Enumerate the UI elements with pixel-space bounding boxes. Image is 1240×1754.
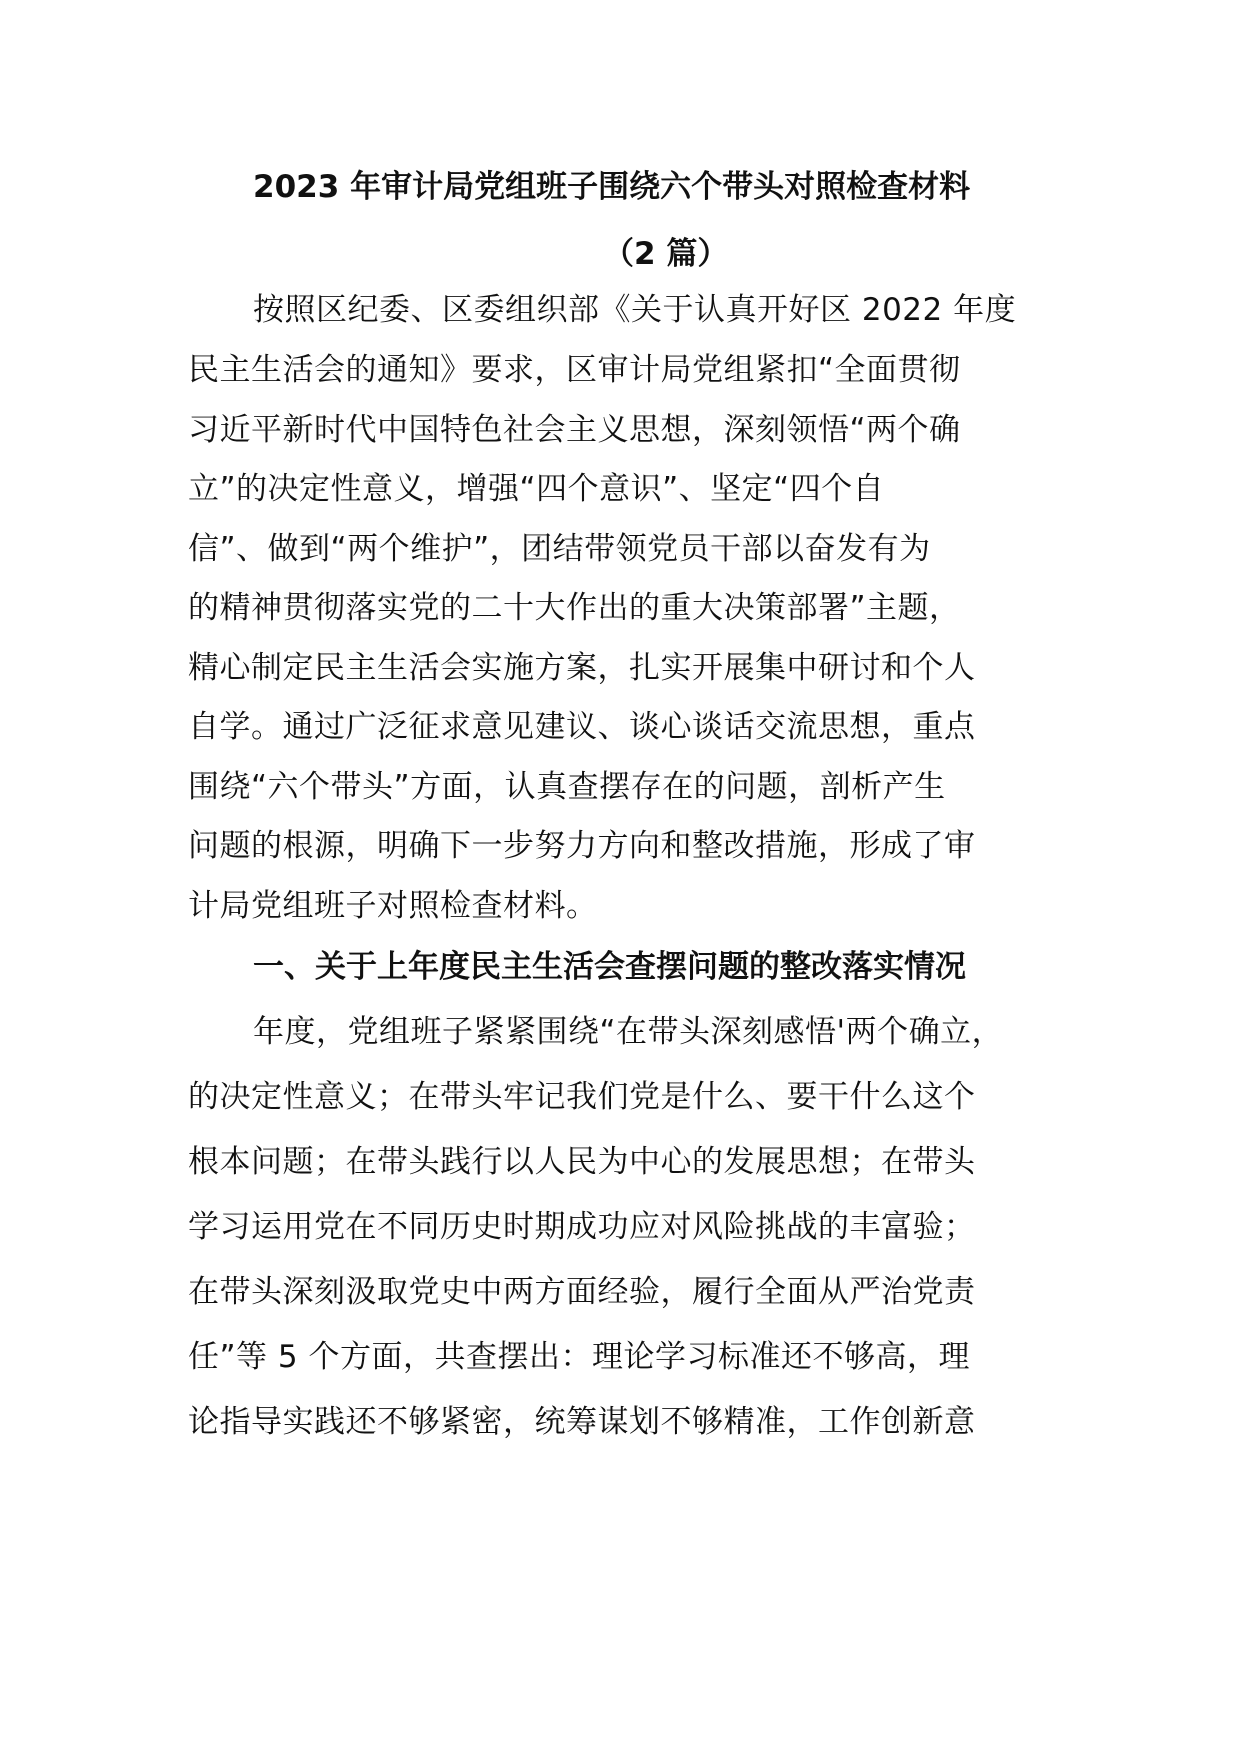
paragraph-1-line: 信”、做到“两个维护”，团结带领党员干部以奋发有为 (188, 531, 931, 567)
paragraph-1-line: 计局党组班子对照检查材料。 (188, 888, 598, 924)
paragraph-1-line: 立”的决定性意义，增强“四个意识”、坚定“四个自 (188, 471, 885, 507)
paragraph-1-line: 按照区纪委、区委组织部《关于认真开好区 2022 年度 (253, 292, 1017, 328)
document-title: 2023 年审计局党组班子围绕六个带头对照检查材料 (253, 169, 971, 205)
section-heading: 一、关于上年度民主生活会查摆问题的整改落实情况 (253, 949, 966, 985)
paragraph-2-line: 任”等 5 个方面，共查摆出：理论学习标准还不够高，理 (188, 1339, 970, 1375)
paragraph-2-line: 学习运用党在不同历史时期成功应对风险挑战的丰富验； (188, 1209, 976, 1245)
paragraph-2-line: 根本问题；在带头践行以人民为中心的发展思想；在带头 (188, 1144, 976, 1180)
paragraph-2-line: 在带头深刻汲取党史中两方面经验，履行全面从严治党责 (188, 1274, 976, 1310)
paragraph-2-line: 的决定性意义；在带头牢记我们党是什么、要干什么这个 (188, 1079, 976, 1115)
paragraph-1-line: 民主生活会的通知》要求，区审计局党组紧扣“全面贯彻 (188, 352, 961, 388)
paragraph-2-line: 论指导实践还不够紧密，统筹谋划不够精准，工作创新意 (188, 1404, 976, 1440)
document-title-subline: （2 篇） (603, 236, 729, 272)
paragraph-1-line: 自学。通过广泛征求意见建议、谈心谈话交流思想，重点 (188, 709, 976, 745)
paragraph-1-line: 习近平新时代中国特色社会主义思想，深刻领悟“两个确 (188, 412, 961, 448)
paragraph-1-line: 的精神贯彻落实党的二十大作出的重大决策部署”主题， (188, 590, 961, 626)
paragraph-1-line: 精心制定民主生活会实施方案，扎实开展集中研讨和个人 (188, 650, 976, 686)
paragraph-1-line: 围绕“六个带头”方面，认真查摆存在的问题，剖析产生 (188, 769, 946, 805)
paragraph-2-line: 年度，党组班子紧紧围绕“在带头深刻感悟'两个确立， (253, 1014, 1004, 1050)
paragraph-1-line: 问题的根源，明确下一步努力方向和整改措施，形成了审 (188, 828, 976, 864)
